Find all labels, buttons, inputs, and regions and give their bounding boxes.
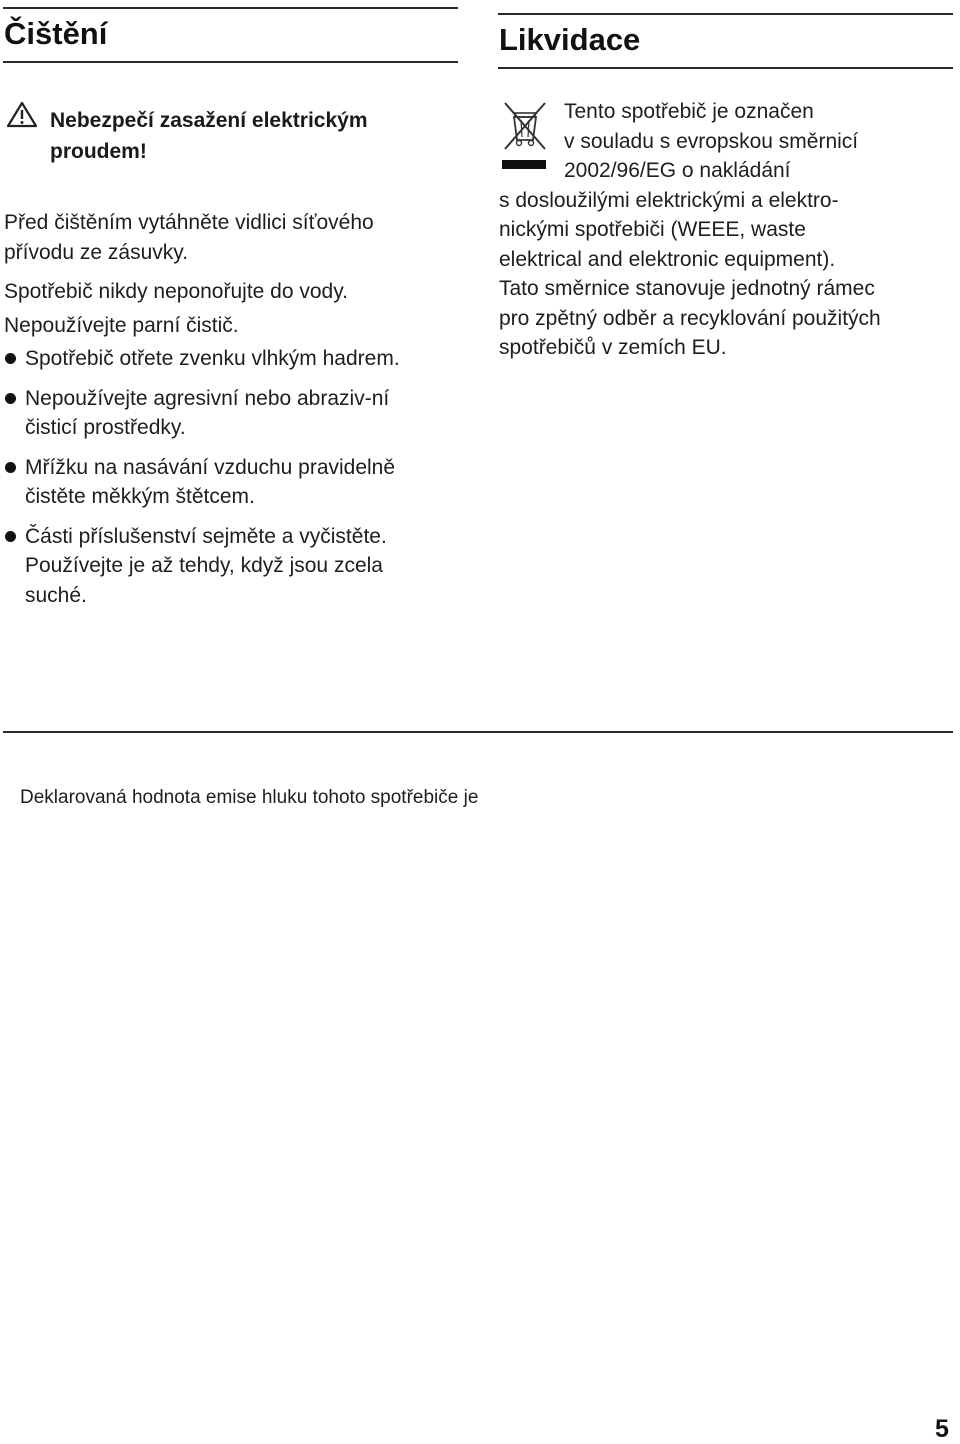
cleaning-heading: Čištění — [4, 16, 108, 51]
disposal-line: nickými spotřebiči (WEEE, waste — [499, 218, 806, 241]
top-rule-left — [3, 7, 458, 9]
disposal-line: pro zpětný odběr a recyklování použitých — [499, 306, 881, 330]
para-line: přívodu ze zásuvky. — [4, 240, 189, 264]
heading-rule-left — [3, 61, 458, 63]
disposal-line: Tento spotřebič je označen — [564, 100, 814, 123]
bullet-dot — [5, 531, 16, 542]
bullet-line: čisticí prostředky. — [25, 416, 186, 439]
bullet-line: čistěte měkkým štětcem. — [25, 485, 255, 508]
disposal-heading: Likvidace — [499, 22, 641, 57]
warning-title — [50, 105, 368, 167]
warning-triangle-icon — [6, 101, 38, 129]
warning-title-line-1: Nebezpečí zasažení elektrickým — [50, 109, 368, 132]
page-number: 5 — [935, 1415, 949, 1443]
top-rule-right — [498, 13, 953, 15]
disposal-line: Tato směrnice stanovuje jednotný rámec — [499, 277, 875, 300]
heading-rule-right — [498, 67, 953, 69]
bullet-line: Používejte je až tehdy, když jsou zcela — [25, 554, 383, 577]
disposal-line: spotřebičů v zemích EU. — [499, 336, 727, 359]
disposal-line: s dosloužilými elektrickými a elektro- — [499, 188, 839, 212]
disposal-body — [499, 97, 959, 363]
para-line: Nepoužívejte parní čistič. — [4, 313, 239, 337]
disposal-line: v souladu s evropskou směrnicí — [564, 129, 859, 153]
bullet-item — [4, 384, 464, 443]
bullet-line: suché. — [25, 583, 87, 607]
bullet-line: Části příslušenství sejměte a vyčistěte. — [25, 524, 387, 548]
bullet-item — [4, 453, 464, 512]
bullet-dot — [5, 353, 16, 364]
bullet-dot — [5, 393, 16, 404]
disposal-line: 2002/96/EG o nakládání — [564, 159, 791, 182]
bullet-dot — [5, 462, 16, 473]
warning-title-line-2: proudem! — [50, 140, 147, 163]
bullet-line: Nepoužívejte agresivní nebo abraziv-ní — [25, 386, 390, 410]
disposal-line: elektrical and elektronic equipment). — [499, 247, 836, 271]
cleaning-body — [4, 208, 464, 610]
bullet-item — [4, 344, 464, 374]
bullet-line: Spotřebič otřete zvenku vlhkým hadrem. — [25, 347, 400, 370]
para-line: Před čištěním vytáhněte vidlici síťového — [4, 211, 374, 234]
para-line: Spotřebič nikdy neponořujte do vody. — [4, 280, 348, 303]
bullet-item — [4, 522, 464, 611]
bullet-line: Mřížku na nasávání vzduchu pravidelně — [25, 455, 396, 479]
noise-emission-text: Deklarovaná hodnota emise hluku tohoto spotřebiče je — [20, 787, 479, 808]
section-divider — [3, 731, 953, 733]
